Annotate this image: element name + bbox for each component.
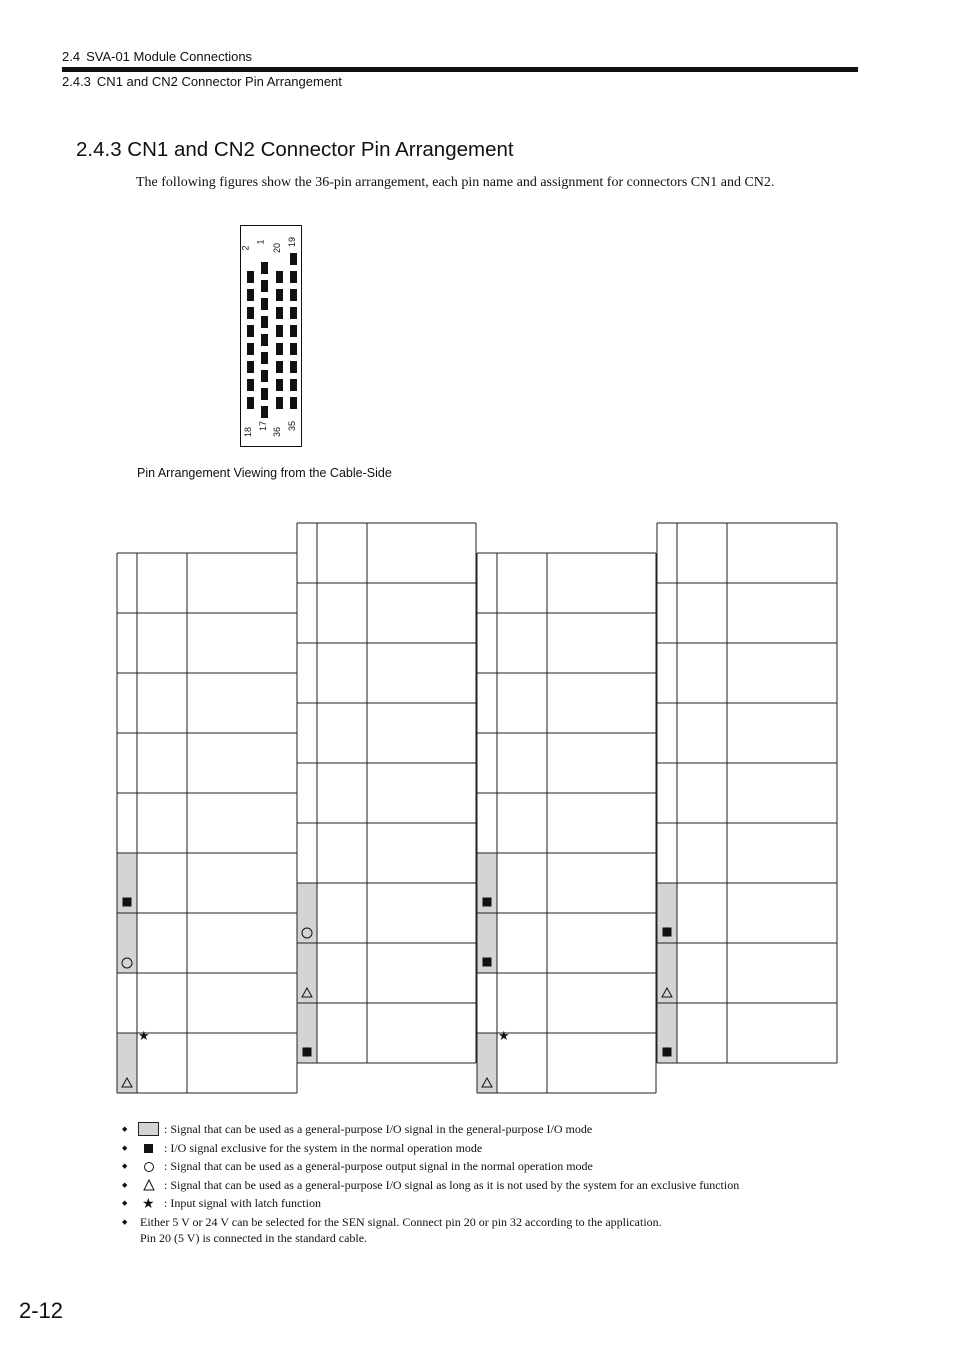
pin-label-bottom: 36 (272, 426, 283, 438)
square-icon (657, 927, 677, 940)
pin-label-bottom: 17 (258, 420, 269, 432)
square-icon (138, 1141, 160, 1155)
star-icon: ★ (138, 1028, 150, 1043)
triangle-icon (297, 987, 317, 1001)
legend-text: : Signal that can be used as a general-purpose I/O signal in the general-purpose I/O mode (164, 1122, 593, 1136)
square-icon (117, 897, 137, 910)
pin-label-top: 1 (255, 239, 266, 245)
diagram-caption: Pin Arrangement Viewing from the Cable-Side (137, 466, 392, 480)
pin-label-bottom: 18 (243, 426, 254, 438)
bullet-icon: ◆ (122, 1162, 128, 1170)
legend-text: : Input signal with latch function (164, 1196, 321, 1210)
legend-text: : Signal that can be used as a general-purpose I/O signal as long as it is not used by the system for an exclusive function (164, 1177, 740, 1192)
legend-text: : I/O signal exclusive for the system in the normal operation mode (164, 1140, 483, 1155)
legend-text: Pin 20 (5 V) is connected in the standard cable. (140, 1231, 368, 1245)
pin-label-top: 20 (272, 242, 283, 254)
page-number: 2-12 (19, 1298, 64, 1323)
bullet-icon: ◆ (122, 1217, 128, 1226)
pin-label-top: 2 (240, 245, 251, 251)
triangle-icon (138, 1178, 160, 1192)
square-icon (297, 1047, 317, 1060)
grey-box-icon (138, 1122, 160, 1136)
bullet-icon: ◆ (122, 1180, 128, 1189)
pin-label-top: 19 (287, 236, 298, 248)
pin-label-bottom: 35 (287, 420, 298, 432)
square-icon (477, 957, 497, 970)
triangle-icon (117, 1077, 137, 1091)
section-title: SVA-01 Module Connections (86, 49, 253, 64)
square-icon (477, 897, 497, 910)
circle-icon (297, 927, 317, 942)
intro-paragraph: The following figures show the 36-pin arrangement, each pin name and assignment for connectors CN1 and CN2. (136, 175, 775, 190)
circle-icon (138, 1159, 160, 1173)
square-icon (657, 1047, 677, 1060)
subsection-title: CN1 and CN2 Connector Pin Arrangement (96, 74, 342, 89)
star-icon: ★ (142, 1197, 155, 1212)
bullet-icon: ◆ (122, 1199, 128, 1207)
star-icon: ★ (498, 1028, 510, 1043)
triangle-icon (657, 987, 677, 1001)
bullet-icon: ◆ (122, 1143, 128, 1152)
circle-icon (117, 957, 137, 972)
legend-text: Either 5 V or 24 V can be selected for the SEN signal. Connect pin 20 or pin 32 according to the application. (140, 1214, 662, 1229)
bullet-icon: ◆ (122, 1125, 128, 1133)
legend-text: : Signal that can be used as a general-purpose output signal in the normal operation mode (164, 1159, 593, 1173)
triangle-icon (477, 1077, 497, 1091)
section-number: 2.4 (62, 49, 81, 64)
page-title: 2.4.3 CN1 and CN2 Connector Pin Arrangement (76, 138, 514, 161)
subsection-number: 2.4.3 (62, 74, 91, 89)
